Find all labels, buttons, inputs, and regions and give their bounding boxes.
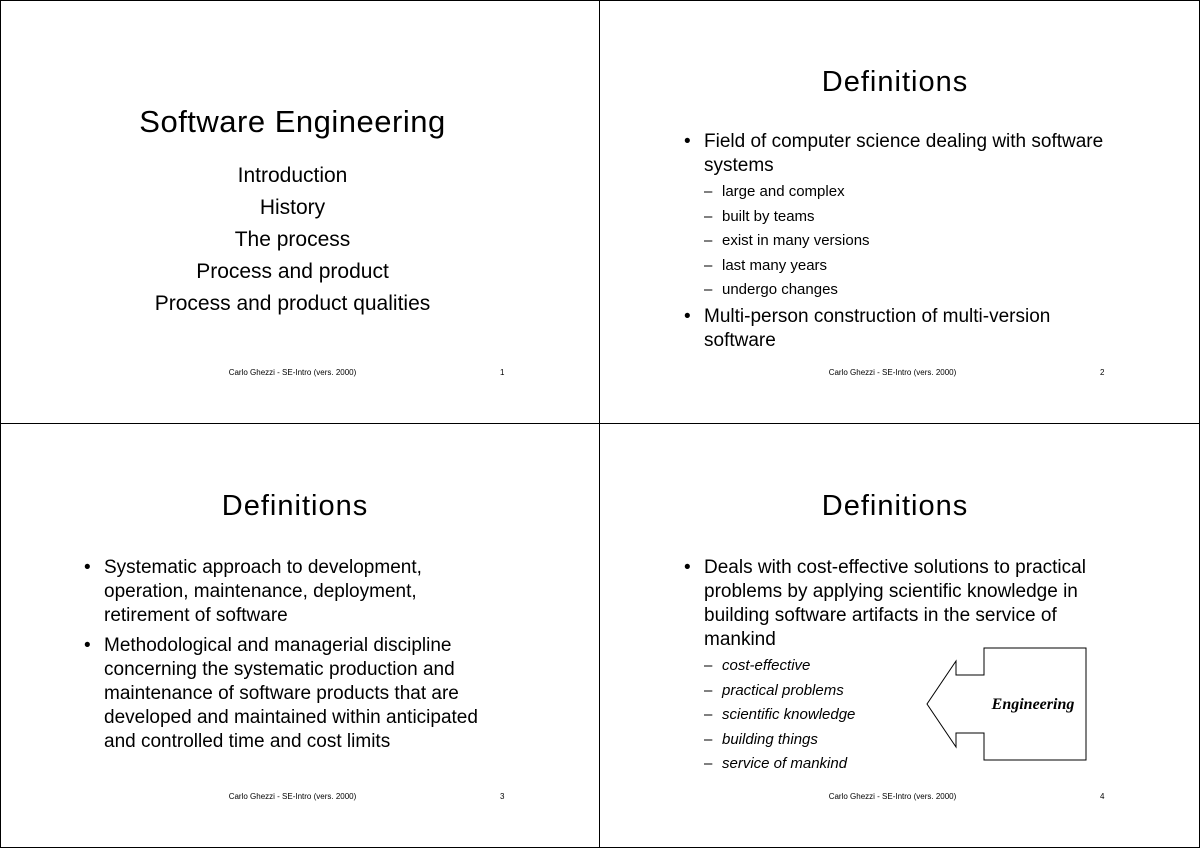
- bullet-item: [84, 634, 504, 754]
- list-item: Process and product: [196, 260, 389, 283]
- sub-list: [704, 180, 1124, 303]
- sub-item-text: built by teams: [722, 207, 815, 225]
- sub-item: [704, 278, 1124, 303]
- slide-title: Definitions: [821, 490, 969, 522]
- bullet-text: Deals with cost-effective solutions to practical problems by applying scientific knowledge in building software artifacts in the service of mankind: [704, 557, 1086, 650]
- sub-item: [704, 229, 1124, 254]
- page-number: 3: [500, 792, 505, 801]
- page-number: 1: [500, 368, 505, 377]
- sub-item-text: exist in many versions: [722, 232, 870, 249]
- list-item: Introduction: [237, 164, 348, 187]
- sub-item-text: last many years: [722, 256, 828, 274]
- bullet-text: Field of computer science dealing with software systems: [704, 131, 1104, 176]
- bullet-list: [84, 556, 504, 760]
- sub-item-text: cost-effective: [722, 657, 811, 674]
- slide-footer: Carlo Ghezzi - SE-Intro (vers. 2000): [228, 368, 357, 377]
- bullet-item: [684, 130, 1124, 303]
- bullet-list: [684, 130, 1124, 353]
- sub-item: [704, 205, 1124, 230]
- sub-item-text: building things: [722, 730, 818, 748]
- slide-title: Definitions: [221, 490, 369, 522]
- slide-3: [0, 424, 599, 847]
- bullet-item: [684, 305, 1124, 353]
- slide-2: [600, 0, 1199, 423]
- sub-item-text: large and complex: [722, 183, 845, 200]
- sub-item-text: practical problems: [722, 681, 844, 699]
- slide-title: Definitions: [821, 66, 969, 98]
- list-item: The process: [234, 228, 351, 251]
- slide-title: Software Engineering: [139, 104, 446, 139]
- topic-list: [0, 160, 585, 320]
- slide-footer: Carlo Ghezzi - SE-Intro (vers. 2000): [228, 792, 357, 801]
- bullet-text: Systematic approach to development, operation, maintenance, deployment, retirement of software: [104, 557, 422, 626]
- bullet-text: Multi-person construction of multi-version software: [704, 305, 1051, 351]
- list-item: Process and product qualities: [154, 292, 431, 315]
- slide-4: [600, 424, 1199, 847]
- bullet-text: Methodological and managerial discipline concerning the systematic production and maintenance of software products that are developed and maintained within anticipated and controlled time and cost limits: [104, 635, 478, 752]
- sub-item: [704, 180, 1124, 205]
- slide-1: [0, 0, 599, 423]
- engineering-label: Engineering: [991, 696, 1075, 713]
- bullet-item: [84, 556, 504, 628]
- slide-footer: Carlo Ghezzi - SE-Intro (vers. 2000): [828, 368, 957, 377]
- sub-item: [704, 254, 1124, 279]
- sub-item-text: service of mankind: [722, 755, 848, 772]
- sub-item-text: undergo changes: [722, 281, 838, 298]
- list-item: History: [259, 196, 326, 219]
- page-number: 4: [1100, 792, 1105, 801]
- page-number: 2: [1100, 368, 1105, 377]
- slide-footer: Carlo Ghezzi - SE-Intro (vers. 2000): [828, 792, 957, 801]
- sub-item-text: scientific knowledge: [722, 706, 856, 723]
